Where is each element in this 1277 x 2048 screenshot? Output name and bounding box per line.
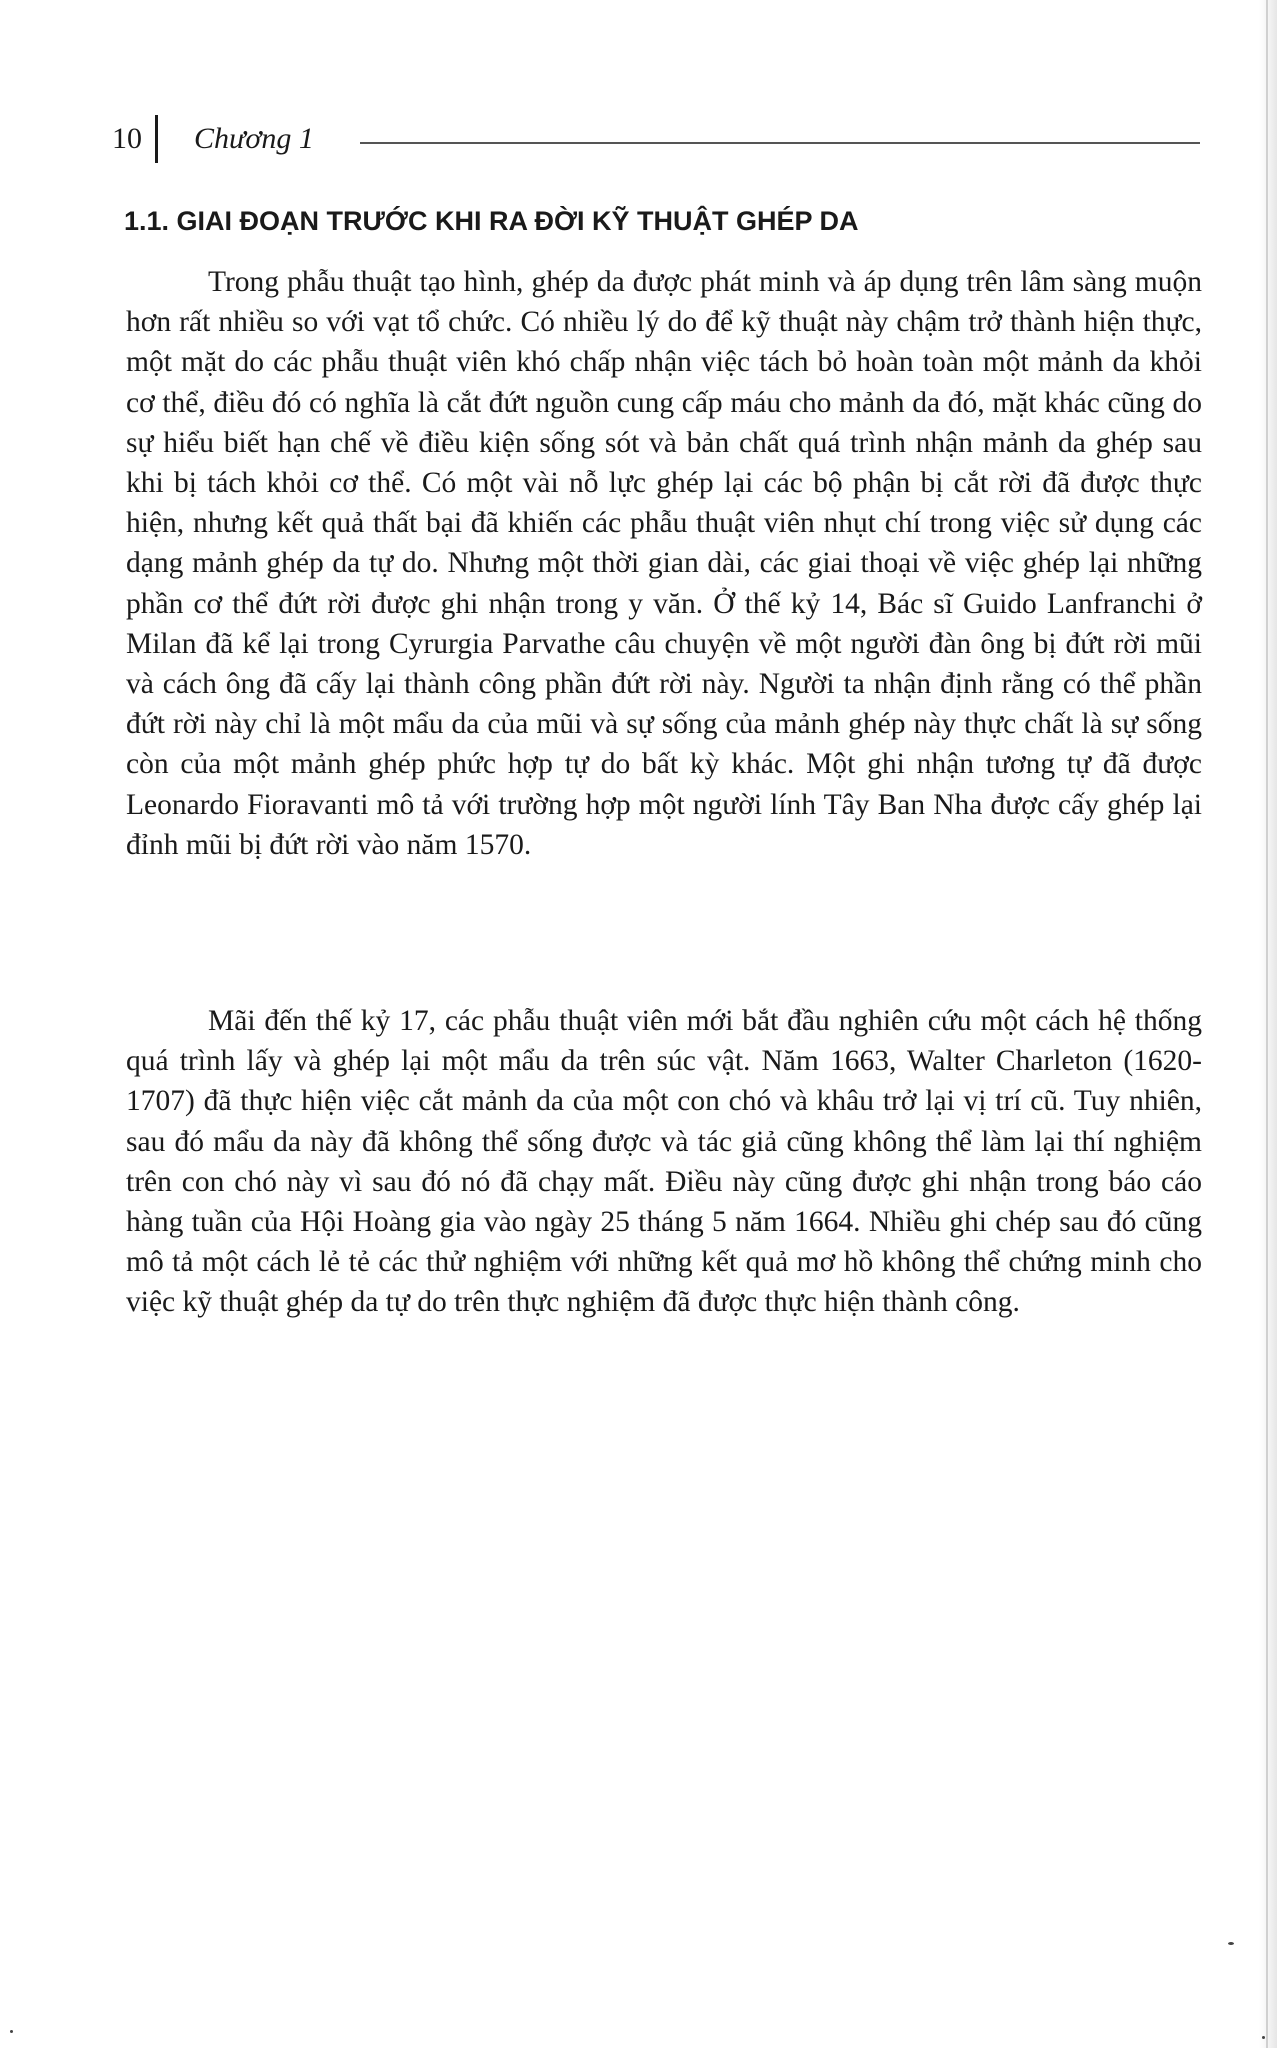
running-header	[112, 115, 1202, 165]
chapter-label: Chương 1	[194, 122, 314, 155]
page-edge-line	[1266, 0, 1268, 2048]
body-paragraph-2: Mãi đến thế kỷ 17, các phẫu thuật viên mới bắt đầu nghiên cứu một cách hệ thống quá trình lấy và ghép lại một mẩu da trên súc vật. Năm 1663, Walter Charleton (1620-1707) đã thực hiện việc cắt mảnh da của một con chó và khâu trở lại vị trí cũ. Tuy nhiên, sau đó mẩu da này đã không thể sống được và tác giả cũng không thể làm lại thí nghiệm trên con chó này vì sau đó nó đã chạy mất. Điều này cũng được ghi nhận trong báo cáo hàng tuần của Hội Hoàng gia vào ngày 25 tháng 5 năm 1664. Nhiều ghi chép sau đó cũng mô tả một cách lẻ tẻ các thử nghiệm với những kết quả mơ hồ không thể chứng minh cho việc kỹ thuật ghép da tự do trên thực nghiệm đã được thực hiện thành công.	[126, 1005, 1202, 1319]
header-separator-bar	[155, 115, 158, 163]
header-rule	[360, 142, 1200, 144]
page-number: 10	[112, 122, 142, 155]
scan-speck	[1228, 1942, 1234, 1945]
page-edge-shadow	[1259, 0, 1277, 2048]
body-paragraph-1: Trong phẫu thuật tạo hình, ghép da được phát minh và áp dụng trên lâm sàng muộn hơn rất nhiều so với vạt tổ chức. Có nhiều lý do để kỹ thuật này chậm trở thành hiện thực, một mặt do các phẫu thuật viên khó chấp nhận việc tách bỏ hoàn toàn một mảnh da khỏi cơ thể, điều đó có nghĩa là cắt đứt nguồn cung cấp máu cho mảnh da đó, mặt khác cũng do sự hiểu biết hạn chế về điều kiện sống sót và bản chất quá trình nhận mảnh da ghép sau khi bị tách khỏi cơ thể. Có một vài nỗ lực ghép lại các bộ phận bị cắt rời đã được thực hiện, nhưng kết quả thất bại đã khiến các phẫu thuật viên nhụt chí trong việc sử dụng các dạng mảnh ghép da tự do. Nhưng một thời gian dài, các giai thoại về việc ghép lại những phần cơ thể đứt rời được ghi nhận trong y văn. Ở thế kỷ 14, Bác sĩ Guido Lanfranchi ở Milan đã kể lại trong Cyrurgia Parvathe câu chuyện về một người đàn ông bị đứt rời mũi và cách ông đã cấy lại thành công phần đứt rời này. Người ta nhận định rằng có thể phần đứt rời này chỉ là một mẩu da của mũi và sự sống của mảnh ghép này thực chất là sự sống còn của một mảnh ghép phức hợp tự do bất kỳ khác. Một ghi nhận tương tự đã được Leonardo Fioravanti mô tả với trường hợp một người lính Tây Ban Nha được cấy ghép lại đỉnh mũi bị đứt rời vào năm 1570.	[126, 266, 1202, 861]
section-heading: 1.1. GIAI ĐOẠN TRƯỚC KHI RA ĐỜI KỸ THUẬT GHÉP DA	[124, 206, 859, 236]
scan-speck	[1262, 2036, 1265, 2039]
scan-speck	[10, 2030, 13, 2033]
